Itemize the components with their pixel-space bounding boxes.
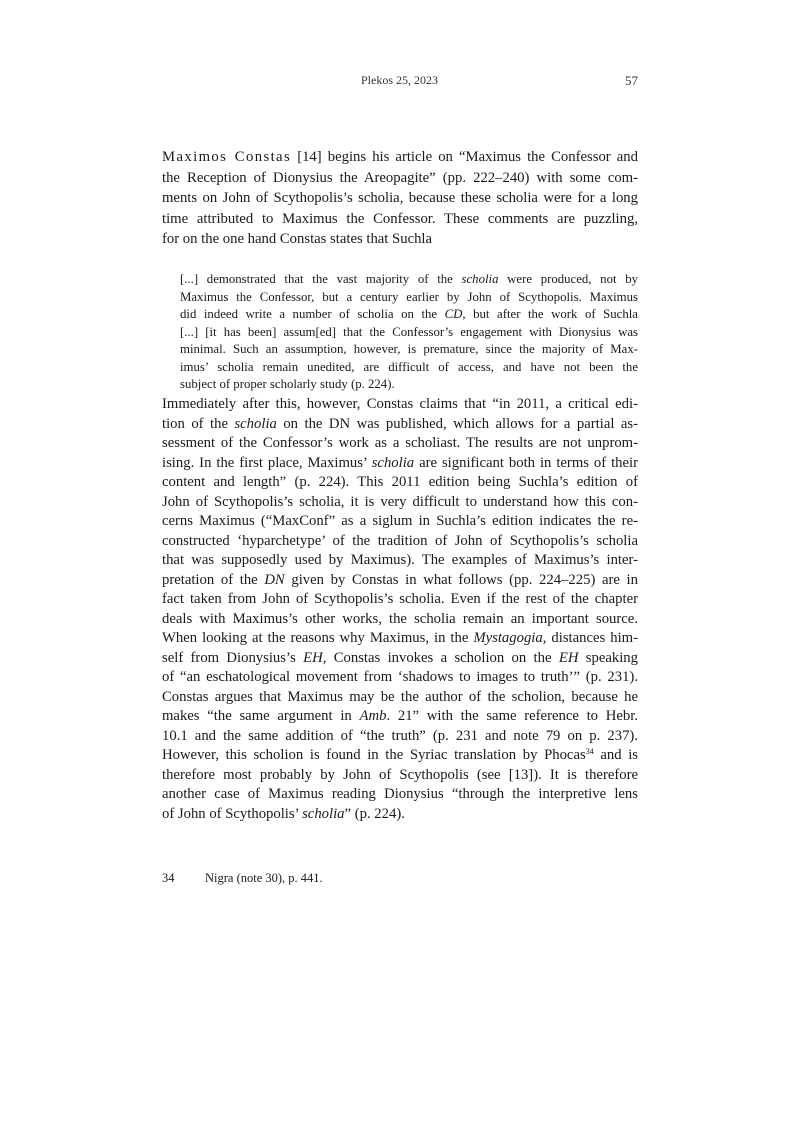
text-segment: ments on John of Scythopolis’s scholia, because these scholia were for a long bbox=[162, 190, 638, 207]
text-segment: self from Dionysius’s bbox=[162, 649, 304, 666]
text-line bbox=[162, 785, 638, 805]
text-segment: cerns Maximus (“MaxConf” as a siglum in Suchla’s edition indicates the re- bbox=[162, 513, 638, 529]
text-line bbox=[180, 324, 638, 342]
paragraph-2 bbox=[162, 395, 638, 824]
text-segment: , distances him- bbox=[542, 630, 638, 646]
text-line bbox=[162, 551, 638, 571]
text-line bbox=[162, 649, 638, 669]
text-line bbox=[162, 629, 638, 649]
text-segment: given by Constas in what follows (pp. 224–225) are in bbox=[284, 571, 638, 588]
text-segment: and is bbox=[593, 747, 638, 763]
text-segment: Constas argues that Maximus may be the author of the scholion, because he bbox=[162, 688, 638, 705]
text-line bbox=[162, 395, 638, 415]
text-segment: therefore most probably by John of Scythopolis (see [13]). It is therefore bbox=[162, 766, 638, 783]
text-segment: Maximos Constas bbox=[162, 149, 292, 165]
text-line bbox=[162, 512, 638, 532]
text-segment: on the DN was published, which allows for a partial as- bbox=[276, 415, 639, 432]
text-segment: . 21” with the same reference to Hebr. bbox=[386, 708, 638, 724]
text-line bbox=[162, 590, 638, 610]
text-segment: content and length” (p. 224). This 2011 edition being Suchla’s edition of bbox=[162, 474, 638, 490]
text-segment: did indeed write a number of scholia on the bbox=[180, 307, 445, 321]
text-segment: However, this scholion is found in the Syriac translation by Phocas bbox=[162, 747, 586, 763]
text-line bbox=[180, 289, 638, 307]
text-line bbox=[162, 493, 638, 513]
text-segment: imus’ scholia remain unedited, are difficult of access, and have not been the bbox=[180, 359, 638, 374]
text-segment: 10.1 and the same addition of “the truth” (p. 231 and note 79 on p. 237). bbox=[162, 727, 638, 744]
text-segment: Maximus the Confessor, but a century earlier by John of Scythopolis. Maximus bbox=[180, 289, 638, 304]
text-segment: makes “the same argument in bbox=[162, 708, 360, 724]
text-line bbox=[162, 188, 638, 209]
text-segment: for on the one hand Constas states that Suchla bbox=[162, 231, 433, 248]
text-segment: When looking at the reasons why Maximus, in the bbox=[162, 630, 474, 646]
italic-text: EH bbox=[303, 649, 323, 666]
footnote bbox=[162, 871, 323, 886]
text-segment: , but after the work of Suchla bbox=[462, 307, 638, 321]
text-segment: pretation of the bbox=[162, 571, 265, 588]
text-line bbox=[162, 454, 638, 474]
italic-text: DN bbox=[264, 571, 285, 588]
text-segment: are significant both in terms of their bbox=[414, 454, 639, 471]
text-segment: tion of the bbox=[162, 415, 235, 432]
text-segment: ” (p. 224). bbox=[344, 805, 405, 822]
footnote-text: Nigra (note 30), p. 441. bbox=[205, 871, 323, 885]
text-line bbox=[180, 306, 638, 324]
text-segment: time attributed to Maximus the Confessor. These comments are puzzling, bbox=[162, 210, 638, 227]
italic-text: scholia bbox=[302, 805, 345, 822]
footnote-number: 34 bbox=[162, 871, 175, 885]
text-segment: of “an eschatological movement from ‘shadows to images to truth’” (p. 231). bbox=[162, 669, 638, 685]
text-segment: deals with Maximus’s other works, the scholia remain an important source. bbox=[162, 610, 638, 627]
text-line bbox=[162, 168, 638, 189]
text-line bbox=[162, 434, 638, 454]
text-segment: John of Scythopolis’s scholia, it is very difficult to understand how this con- bbox=[162, 493, 638, 510]
italic-text: Amb bbox=[359, 708, 387, 724]
block-quote bbox=[180, 271, 638, 394]
text-line bbox=[162, 746, 638, 766]
text-segment: ising. In the first place, Maximus’ bbox=[162, 454, 372, 471]
text-segment: minimal. Such an assumption, however, is premature, since the majority of Max- bbox=[180, 342, 638, 356]
italic-text: Mystagogia bbox=[473, 630, 543, 646]
text-segment: the Reception of Dionysius the Areopagite” (pp. 222–240) with some com- bbox=[162, 169, 638, 186]
text-line bbox=[162, 532, 638, 552]
text-line bbox=[162, 147, 638, 168]
text-line bbox=[162, 415, 638, 435]
text-line bbox=[162, 766, 638, 786]
text-line bbox=[162, 668, 638, 688]
text-line bbox=[180, 341, 638, 359]
text-segment: fact taken from John of Scythopolis’s scholia. Even if the rest of the chapter bbox=[162, 591, 638, 607]
text-segment: that was supposedly used by Maximus). The examples of Maximus’s inter- bbox=[162, 552, 638, 568]
text-line bbox=[162, 805, 638, 825]
italic-text: scholia bbox=[461, 272, 499, 286]
paragraph-1 bbox=[162, 147, 638, 250]
italic-text: CD bbox=[444, 307, 463, 321]
text-segment: [...] demonstrated that the vast majority of the bbox=[180, 272, 462, 286]
footnote-reference: 34 bbox=[585, 747, 594, 756]
text-line bbox=[162, 727, 638, 747]
italic-text: EH bbox=[558, 649, 579, 666]
text-segment: constructed ‘hyparchetype’ of the tradition of John of Scythopolis’s scholia bbox=[162, 532, 638, 549]
text-segment: subject of proper scholarly study (p. 224). bbox=[180, 377, 395, 391]
text-line bbox=[162, 473, 638, 493]
text-line bbox=[180, 271, 638, 289]
text-segment: [14] begins his article on “Maximus the Confessor and bbox=[291, 149, 638, 165]
text-segment: another case of Maximus reading Dionysius “through the interpretive lens bbox=[162, 786, 638, 802]
text-line bbox=[162, 209, 638, 230]
text-line bbox=[162, 688, 638, 708]
text-segment: of John of Scythopolis’ bbox=[162, 805, 303, 822]
text-line bbox=[162, 571, 638, 591]
text-segment: , Constas invokes a scholion on the bbox=[322, 649, 559, 666]
text-segment: [...] [it has been] assum[ed] that the Confessor’s engagement with Dionysius was bbox=[180, 324, 638, 339]
text-segment: sessment of the Confessor’s work as a scholiast. The results are not unprom- bbox=[162, 435, 638, 451]
running-header: Plekos 25, 2023 bbox=[360, 73, 438, 87]
text-segment: speaking bbox=[578, 649, 638, 666]
text-line bbox=[162, 610, 638, 630]
text-line bbox=[162, 707, 638, 727]
page-number: 57 bbox=[625, 73, 638, 88]
italic-text: scholia bbox=[371, 454, 415, 471]
italic-text: scholia bbox=[234, 415, 277, 432]
text-line bbox=[162, 229, 638, 250]
text-segment: Immediately after this, however, Constas claims that “in 2011, a critical edi- bbox=[162, 396, 638, 412]
text-segment: were produced, not by bbox=[498, 272, 638, 286]
text-line bbox=[180, 359, 638, 377]
text-line bbox=[180, 376, 638, 394]
